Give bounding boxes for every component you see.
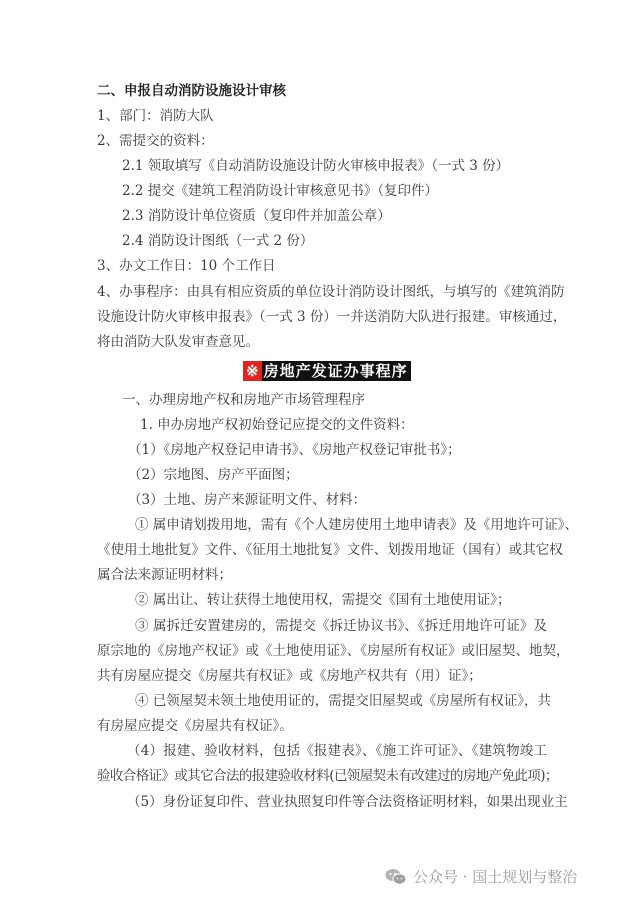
list-item: （1）《房地产权登记申请书》、《房地产权登记审批书》；: [128, 442, 461, 458]
list-item: ② 属出让、转让获得土地使用权，需提交《国有土地使用证》；: [135, 592, 511, 608]
list-item: ④ 已领屋契未领土地使用证的，需提交旧屋契或《房屋所有权证》，共: [135, 693, 552, 709]
list-item: （3）土地、房产来源证明文件、材料：: [128, 492, 367, 508]
workdays-line: 3、办文工作日：10 个工作日: [97, 258, 276, 274]
list-item: 原宗地的《房地产权证》或《土地使用证》、《房屋所有权证》或旧屋契、地契，: [97, 643, 570, 659]
wechat-icon: [385, 868, 407, 886]
list-item: 有房屋应提交《房屋共有权证》。: [97, 718, 293, 734]
material-item: 2.2 提交《建筑工程消防设计审核意见书》（复印件）: [122, 183, 439, 199]
subsection-item: 1. 申办房地产权初始登记应提交的文件资料：: [140, 417, 414, 433]
footer-watermark: [385, 866, 577, 887]
list-item: （2）宗地图、房产平面图；: [128, 467, 299, 483]
reference-mark-icon: ※: [243, 361, 262, 381]
list-item: （4）报建、验收材料，包括《报建表》、《施工许可证》、《建筑物竣工: [127, 743, 547, 759]
banner-title: 房地产发证办事程序: [262, 361, 411, 381]
material-item: 2.3 消防设计单位资质（复印件并加盖公章）: [122, 208, 391, 224]
list-item: 共有房屋应提交《房屋共有权证》或《房地产权共有（用）证》；: [97, 668, 482, 684]
subsection-heading: 一、办理房地产权和房地产市场管理程序: [122, 392, 365, 408]
procedure-line: 设施设计防火审核申报表》（一式 3 份）一并送消防大队进行报建。审核通过，: [97, 309, 567, 325]
list-item: ③ 属拆迁安置建房的，需提交《拆迁协议书》、《拆迁用地许可证》及: [135, 618, 547, 634]
list-item: 属合法来源证明材料；: [97, 567, 232, 583]
footer-text: 公众号 · 国土规划与整治: [413, 868, 578, 886]
section-title: 二、申报自动消防设施设计审核: [97, 83, 286, 99]
section-banner: [243, 361, 411, 381]
list-item: 《使用土地批复》文件、《征用土地批复》文件、划拨用地证（国有）或其它权: [97, 542, 563, 558]
list-item: （5）身份证复印件、营业执照复印件等合法资格证明材料，如果出现业主: [127, 794, 568, 810]
material-item: 2.4 消防设计图纸（一式 2 份）: [122, 233, 314, 249]
procedure-line: 将由消防大队发审查意见。: [97, 334, 259, 350]
procedure-line: 4、办事程序：由具有相应资质的单位设计消防设计图纸，与填写的《建筑消防: [97, 284, 565, 300]
list-item: ① 属申请划拨用地，需有《个人建房使用土地申请表》及《用地许可证》、: [135, 517, 579, 533]
materials-label: 2、需提交的资料：: [97, 133, 214, 149]
department-line: 1、部门：消防大队: [97, 108, 214, 124]
material-item: 2.1 领取填写《自动消防设施设计防火审核申报表》（一式 3 份）: [122, 158, 510, 174]
list-item: 验收合格证》或其它合法的报建验收材料(已领屋契未有改建过的房地产免此项)；: [97, 768, 558, 784]
